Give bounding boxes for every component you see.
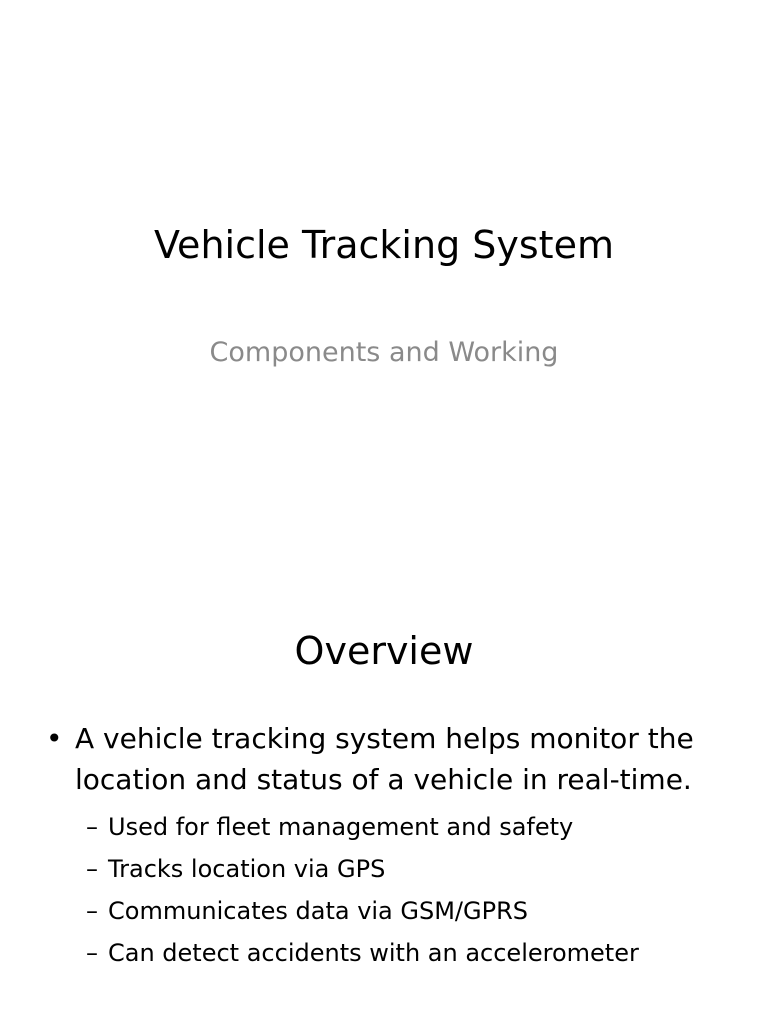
sub-bullet-text: Used for fleet management and safety (108, 813, 574, 841)
bullet-list (46, 718, 726, 974)
sub-bullet-text: Communicates data via GSM/GPRS (108, 897, 528, 925)
sub-bullet-marker: – (86, 939, 98, 967)
sub-bullet-item (46, 848, 726, 890)
slide-subtitle: Components and Working (209, 337, 559, 368)
sub-bullet-item (46, 890, 726, 932)
bullet-marker: • (46, 722, 63, 755)
sub-bullet-marker: – (86, 813, 98, 841)
bullet-text: A vehicle tracking system helps monitor the location and status of a vehicle in real-time. (75, 722, 694, 796)
slide-title: Vehicle Tracking System (154, 223, 614, 267)
overview-title: Overview (294, 629, 474, 673)
sub-bullet-item (46, 932, 726, 974)
overview-slide (0, 576, 768, 1024)
bullet-item (46, 718, 726, 974)
sub-bullet-text: Tracks location via GPS (108, 855, 386, 883)
sub-bullet-marker: – (86, 897, 98, 925)
sub-bullet-text: Can detect accidents with an accelerometer (108, 939, 639, 967)
sub-bullet-item (46, 806, 726, 848)
bullet-main (46, 718, 726, 800)
sub-bullet-list (46, 806, 726, 974)
sub-bullet-marker: – (86, 855, 98, 883)
